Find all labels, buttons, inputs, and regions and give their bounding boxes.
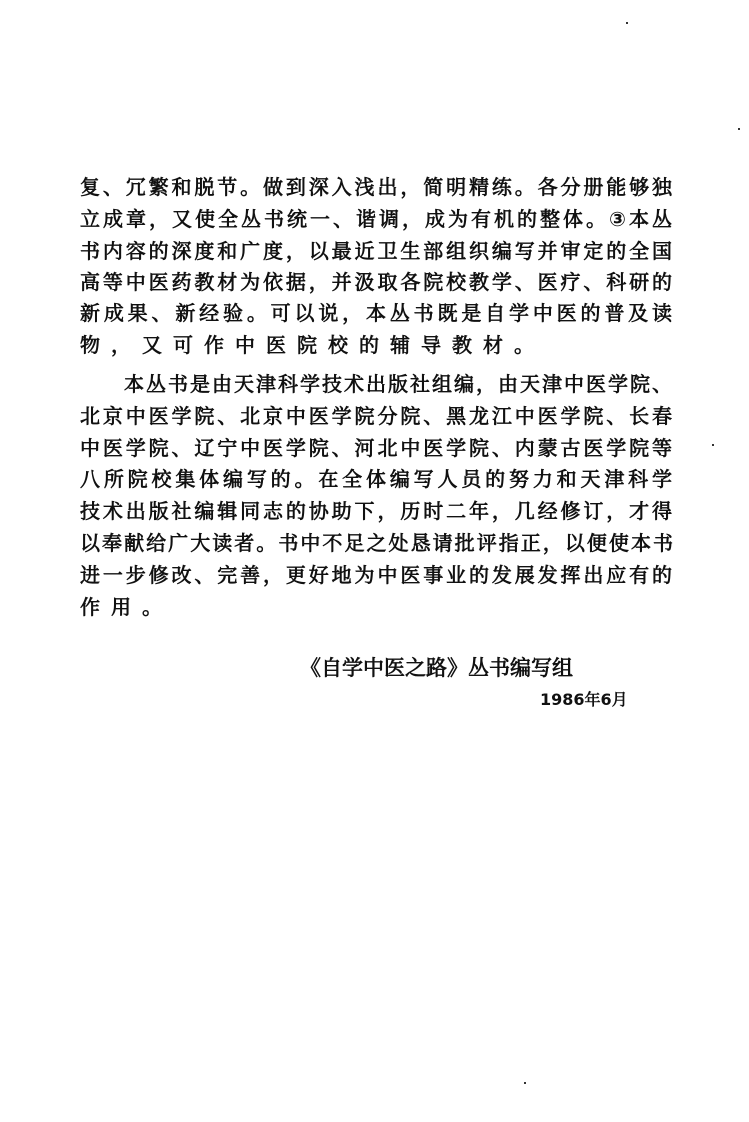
- text-line: 作用。: [80, 595, 173, 619]
- scan-speck: [712, 444, 714, 446]
- text-line: 新成果、新经验。可以说，本丛书既是自学中医的普及读: [80, 301, 672, 325]
- text-line: 高等中医药教材为依据，并汲取各院校教学、医疗、科研的: [80, 270, 672, 294]
- text-line: 中医学院、辽宁中医学院、河北中医学院、内蒙古医学院等: [80, 436, 672, 460]
- scan-speck: [626, 22, 628, 24]
- text-line: 书内容的深度和广度，以最近卫生部组织编写并审定的全国: [80, 239, 672, 263]
- date: 1986年6月: [540, 690, 628, 709]
- text-line: 进一步修改、完善，更好地为中医事业的发展发挥出应有的: [80, 563, 672, 587]
- text-line: 技术出版社编辑同志的协助下，历时二年，几经修订，才得: [80, 499, 672, 523]
- scan-speck: [524, 1082, 526, 1084]
- text-line: 复、冗繁和脱节。做到深入浅出，简明精练。各分册能够独: [80, 175, 672, 199]
- signature: 《自学中医之路》丛书编写组: [300, 656, 573, 680]
- text-line: 八所院校集体编写的。在全体编写人员的努力和天津科学: [80, 467, 672, 491]
- text-line: 立成章，又使全丛书统一、谐调，成为有机的整体。③本丛: [80, 207, 672, 231]
- text-line: 本丛书是由天津科学技术出版社组编，由天津中医学院、: [80, 372, 672, 396]
- text-line: 北京中医学院、北京中医学院分院、黑龙江中医学院、长春: [80, 404, 672, 428]
- text-line: 以奉献给广大读者。书中不足之处恳请批评指正，以便使本书: [80, 531, 672, 555]
- text-line: 物，又可作中医院校的辅导教材。: [80, 333, 545, 357]
- scan-speck: [738, 128, 740, 130]
